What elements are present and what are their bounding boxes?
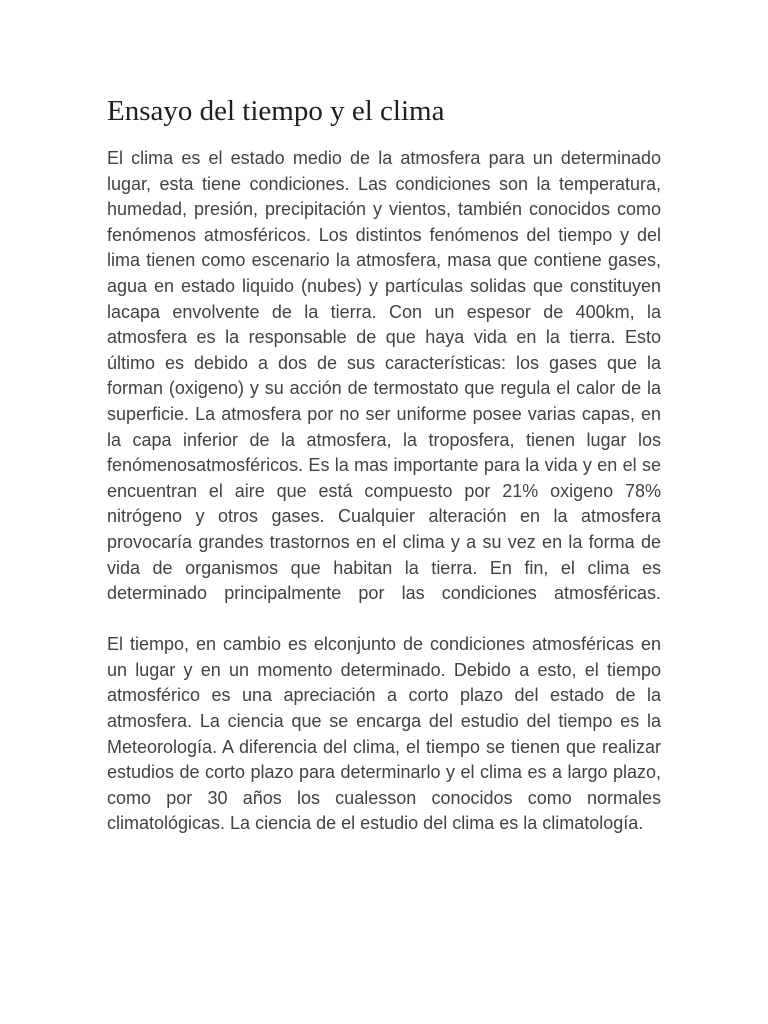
paragraph-clima: El clima es el estado medio de la atmosfera para un determinado lugar, esta tiene condiciones. Las condiciones son la temperatura, humedad, presión, precipitación y vientos, también conocidos como fenómenos atmosféricos. Los distintos fenómenos del tiempo y del lima tienen como escenario la atmosfera, masa que contiene gases, agua en estado liquido (nubes) y partículas solidas que constituyen lacapa envolvente de la tierra. Con un espesor de 400km, la atmosfera es la responsable de que haya vida en la tierra. Esto último es debido a dos de sus características: los gases que la forman (oxigeno) y su acción de termostato que regula el calor de la superficie. La atmosfera por no ser uniforme posee varias capas, en la capa inferior de la atmosfera, la troposfera, tienen lugar los fenómenosatmosféricos. Es la mas importante para la vida y en el se encuentran el aire que está compuesto por 21% oxigeno 78% nitrógeno y otros gases. Cualquier alteración en la atmosfera provocaría grandes trastornos en el clima y a su vez en la forma de vida de organismos que habitan la tierra. En fin, el clima es determinado principalmente por las condiciones atmosféricas. xyxy=(107,148,661,604)
document-title: Ensayo del tiempo y el clima xyxy=(107,95,445,127)
paragraph-tiempo: El tiempo, en cambio es elconjunto de condiciones atmosféricas en un lugar y en un momento determinado. Debido a esto, el tiempo atmosférico es una apreciación a corto plazo del estado de la atmosfera. La ciencia que se encarga del estudio del tiempo es la Meteorología. A diferencia del clima, el tiempo se tienen que realizar estudios de corto plazo para determinarlo y el clima es a largo plazo, como por 30 años los cualesson conocidos como normales climatológicas. La ciencia de el estudio del clima es la climatología. xyxy=(107,634,661,834)
document-body xyxy=(107,146,661,837)
